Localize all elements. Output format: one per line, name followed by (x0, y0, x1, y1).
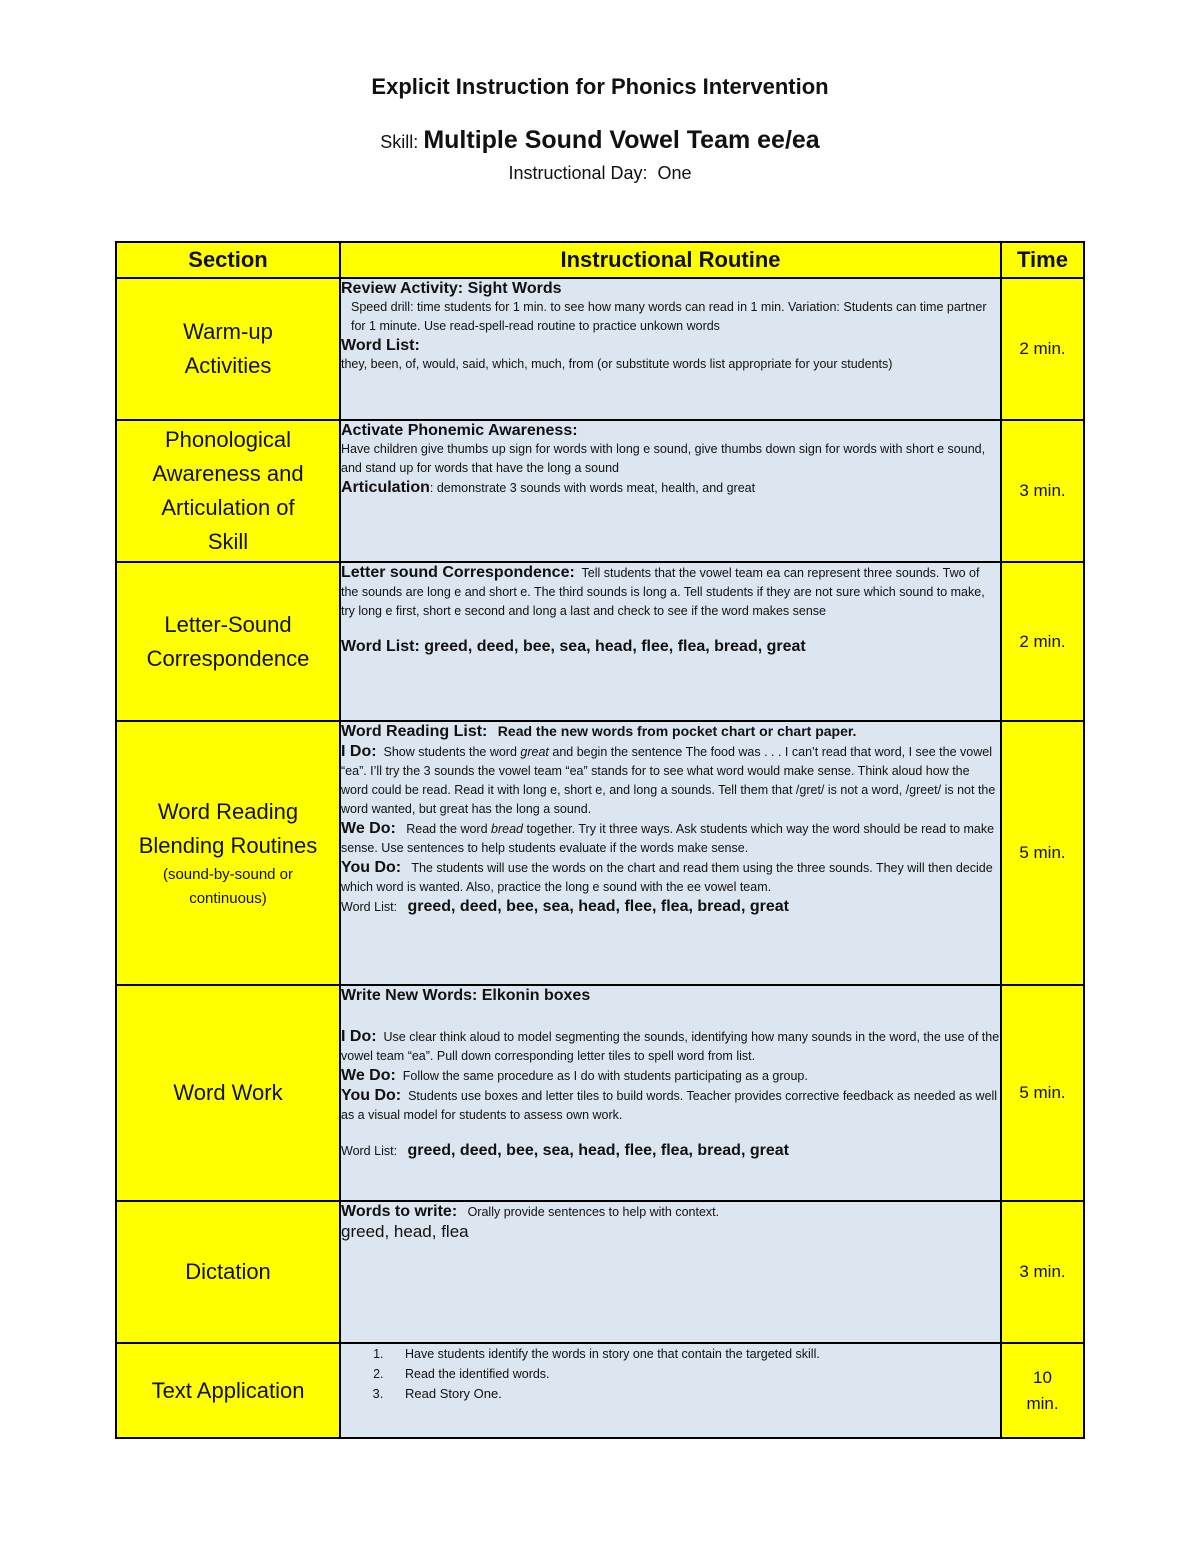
header-section: Section (116, 242, 340, 278)
section-name: Letter-Sound (164, 611, 292, 637)
you-do-body: Students use boxes and letter tiles to build words. Teacher provides corrective feedback as needed as well as a visual model for students to assess own work. (341, 1089, 998, 1122)
table-row (116, 420, 1084, 562)
section-name: Word Work (173, 1080, 283, 1105)
we-do-word: bread (491, 822, 523, 836)
we-do-label: We Do: (341, 820, 396, 837)
time-unit: min. (1026, 1393, 1059, 1413)
we-do-label: We Do: (341, 1067, 396, 1084)
time-cell: 2 min. (1001, 562, 1084, 721)
word-reading-list-text: Read the new words from pocket chart or chart paper. (497, 723, 857, 739)
table-row (116, 985, 1084, 1201)
correspondence-body: Tell students that the vowel team ea can represent three sounds. Two of the sounds are long e and short e. The third sounds is long a. Tell students if they are not sure which sound to make, try long e first, short e second and long a last and check to see if the word makes sense (341, 566, 985, 618)
section-cell (116, 420, 340, 562)
words-to-write-label: Words to write: (341, 1203, 458, 1220)
day-label: Instructional Day: (508, 163, 648, 183)
wordlist-text: they, been, of, would, said, which, much, from (or substitute words list appropriate for your students) (341, 357, 893, 371)
words-to-write-line (341, 1202, 1000, 1222)
we-do-body: together. Try it three ways. Ask students which way the word should be read to make sense. Use sentences to help students evaluate if the words make sense. (341, 822, 995, 855)
day-value: One (657, 163, 692, 183)
routine-cell (340, 1201, 1001, 1343)
section-cell (116, 562, 340, 721)
header-routine: Instructional Routine (340, 242, 1001, 278)
i-do-body: Use clear think aloud to model segmenting the sounds, identifying how many sounds in the word, the use of the vowel team “ea”. Pull down corresponding letter tiles to spell word from list. (341, 1030, 1000, 1063)
skill-label: Skill: (380, 132, 419, 152)
time-cell: 2 min. (1001, 278, 1084, 420)
time-cell (1001, 1343, 1084, 1438)
time-cell: 3 min. (1001, 1201, 1084, 1343)
i-do-text (341, 742, 1000, 819)
articulation-label: Articulation (341, 479, 430, 496)
write-new-words-label: Write New Words: Elkonin boxes (341, 987, 591, 1004)
we-do-body: Read the word (406, 822, 492, 836)
section-cell (116, 1343, 340, 1438)
wordlist-label: Word List: (341, 900, 398, 914)
you-do-text (341, 1086, 1000, 1125)
header-time: Time (1001, 242, 1084, 278)
instructional-day-line (0, 163, 1200, 184)
list-item: 2. Read the identified words. (387, 1364, 1000, 1384)
review-text: Speed drill: time students for 1 min. to see how many words can read in 1 min. Variation: Students can time partner for 1 minute. Use read-spell-read routine to practice unkown words (351, 300, 987, 333)
section-name: Articulation of (161, 495, 295, 520)
words-to-write-text: Orally provide sentences to help with context. (467, 1205, 720, 1219)
routine-cell (340, 420, 1001, 562)
section-name: Phonological (165, 427, 291, 452)
skill-line (0, 126, 1200, 155)
skill-value: Multiple Sound Vowel Team ee/ea (423, 126, 820, 154)
document-title: Explicit Instruction for Phonics Intervention (371, 74, 829, 99)
wordlist-line (341, 1141, 1000, 1161)
word-reading-list-line (341, 722, 1000, 742)
activate-label: Activate Phonemic Awareness: (341, 422, 578, 439)
routine-cell (340, 985, 1001, 1201)
section-name: Awareness and (152, 461, 304, 486)
correspondence-label: Letter sound Correspondence: (341, 564, 575, 581)
routine-cell (340, 1343, 1001, 1438)
table-row (116, 1201, 1084, 1343)
table-row (116, 562, 1084, 721)
section-name: Correspondence (146, 645, 310, 671)
i-do-label: I Do: (341, 1028, 377, 1045)
routine-cell (340, 721, 1001, 985)
table-row (116, 1343, 1084, 1438)
section-cell (116, 985, 340, 1201)
wordlist-line: Word List: greed, deed, bee, sea, head, flee, flea, bread, great (341, 638, 806, 655)
section-subtitle: continuous) (189, 890, 267, 907)
routine-cell (340, 562, 1001, 721)
i-do-body: and begin the sentence The food was . . . I can’t read that word, I see the vowel “ea”. I’ll try the 3 sounds the vowel team “ea” stands for to see what word would make sense. Think aloud how the word could be read. Read it with long e, short e, and long a sounds. Tell them that /gret/ is not a word, /greet/ is not the word wanted, but great has the long a sound. (341, 745, 996, 816)
time-value: 10 (1033, 1367, 1052, 1387)
table-row (116, 721, 1084, 985)
i-do-text (341, 1027, 1000, 1066)
you-do-body: The students will use the words on the chart and read them using the three sounds. They will then decide which word is wanted. Also, practice the long e sound with the ee vowel team. (341, 861, 993, 894)
correspondence-text (341, 563, 1000, 621)
list-item: 3. Read Story One. (387, 1384, 1000, 1404)
section-name: Warm-up (183, 319, 273, 344)
routine-cell (340, 278, 1001, 420)
activate-text: Have children give thumbs up sign for words with long e sound, give thumbs down sign for words with short e sound, and stand up for words that have the long a sound (341, 442, 986, 475)
i-do-word: great (520, 745, 549, 759)
review-label: Review Activity: Sight Words (341, 280, 562, 297)
section-name: Activities (184, 353, 272, 378)
word-reading-list-label: Word Reading List: (341, 723, 488, 740)
list-item: 1. Have students identify the words in story one that contain the targeted skill. (387, 1344, 1000, 1364)
i-do-body: Show students the word (383, 745, 521, 759)
we-do-text (341, 1066, 1000, 1086)
wordlist-words: greed, deed, bee, sea, head, flee, flea, bread, great (407, 898, 789, 915)
text-application-list (341, 1344, 1000, 1404)
section-name: Blending Routines (138, 833, 318, 858)
i-do-label: I Do: (341, 743, 377, 760)
time-cell: 5 min. (1001, 985, 1084, 1201)
section-cell (116, 721, 340, 985)
section-cell (116, 1201, 340, 1343)
you-do-label: You Do: (341, 859, 402, 876)
section-name: Word Reading (157, 799, 299, 824)
time-cell: 3 min. (1001, 420, 1084, 562)
section-subtitle: (sound-by-sound or (162, 866, 294, 883)
section-cell (116, 278, 340, 420)
you-do-text (341, 858, 1000, 897)
section-name: Dictation (185, 1259, 271, 1284)
articulation-line (341, 478, 1000, 498)
table-header-row (116, 242, 1084, 278)
wordlist-words: greed, deed, bee, sea, head, flee, flea, bread, great (407, 1142, 789, 1159)
we-do-text (341, 819, 1000, 858)
instruction-table (115, 241, 1085, 1439)
table-row (116, 278, 1084, 420)
we-do-body: Follow the same procedure as I do with students participating as a group. (402, 1069, 808, 1083)
you-do-label: You Do: (341, 1087, 402, 1104)
wordlist-label: Word List: (341, 337, 420, 354)
dictation-words: greed, head, flea (341, 1222, 469, 1241)
wordlist-line (341, 897, 1000, 917)
section-name: Text Application (151, 1377, 305, 1403)
wordlist-label: Word List: (341, 1144, 398, 1158)
section-name: Skill (207, 529, 249, 554)
time-cell: 5 min. (1001, 721, 1084, 985)
articulation-text: : demonstrate 3 sounds with words meat, health, and great (429, 481, 756, 495)
